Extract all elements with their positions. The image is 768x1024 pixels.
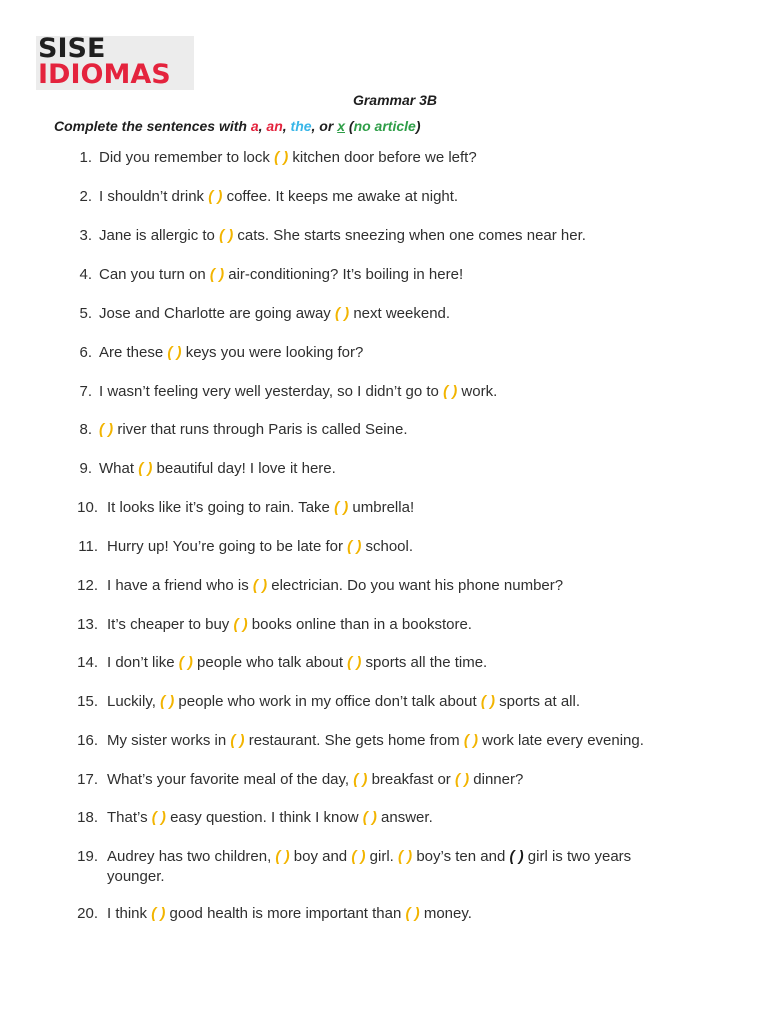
- answer-blank[interactable]: ( ): [347, 538, 362, 555]
- question-fragment: girl is two years: [523, 848, 632, 865]
- logo-text-sise: SISE: [38, 33, 106, 64]
- question-fragment: restaurant. She gets home from: [244, 732, 464, 749]
- question-fragment: money.: [419, 905, 472, 922]
- question-number: 19.: [77, 848, 98, 865]
- question-fragment: electrician. Do you want his phone number?: [267, 577, 564, 594]
- question-fragment: river that runs through Paris is called Seine.: [113, 421, 408, 438]
- question-fragment: school.: [361, 538, 414, 555]
- answer-blank[interactable]: ( ): [334, 499, 349, 516]
- question-fragment: answer.: [376, 809, 433, 826]
- question-text: [99, 187, 458, 207]
- answer-blank[interactable]: ( ): [209, 266, 225, 283]
- answer-blank[interactable]: ( ): [99, 421, 114, 438]
- question-fragment: Did you remember to lock: [99, 149, 275, 166]
- question-fragment: Jane is allergic to: [99, 227, 220, 244]
- question-fragment: Can you turn on: [99, 266, 210, 283]
- question-fragment: breakfast or: [367, 771, 455, 788]
- answer-blank[interactable]: ( ): [230, 732, 245, 749]
- question-fragment: girl.: [365, 848, 398, 865]
- question-fragment: coffee. It keeps me awake at night.: [222, 188, 459, 205]
- question-text: [99, 148, 477, 168]
- question-number: 9.: [79, 460, 92, 477]
- question-fragment: easy question. I think I know: [165, 809, 363, 826]
- question-text: [107, 576, 563, 596]
- question-fragment: Luckily,: [107, 693, 161, 710]
- question-fragment: umbrella!: [348, 499, 415, 516]
- answer-blank[interactable]: ( ): [275, 848, 290, 865]
- question-text: [107, 770, 523, 790]
- question-number: 8.: [79, 421, 92, 438]
- answer-blank[interactable]: ( ): [274, 149, 289, 166]
- question-fragment: Jose and Charlotte are going away: [99, 305, 335, 322]
- question-text: [99, 382, 497, 402]
- question-fragment: I think: [107, 905, 152, 922]
- question-number: 2.: [79, 188, 92, 205]
- question-fragment: Are these: [99, 344, 168, 361]
- answer-blank[interactable]: ( ): [219, 227, 234, 244]
- answer-blank[interactable]: ( ): [151, 809, 166, 826]
- question-fragment: I have a friend who is: [107, 577, 253, 594]
- answer-blank[interactable]: ( ): [178, 654, 193, 671]
- instruction-sep: ,: [258, 118, 267, 134]
- question-number: 14.: [77, 654, 98, 671]
- answer-blank[interactable]: ( ): [151, 905, 166, 922]
- answer-blank[interactable]: ( ): [252, 577, 268, 594]
- question-fragment: Audrey has two children,: [107, 848, 276, 865]
- question-number: 6.: [79, 344, 92, 361]
- question-number: 15.: [77, 693, 98, 710]
- question-text: [99, 459, 336, 479]
- answer-blank[interactable]: ( ): [405, 905, 420, 922]
- question-number: 7.: [79, 383, 92, 400]
- question-number: 5.: [79, 305, 92, 322]
- question-fragment: next weekend.: [349, 305, 451, 322]
- question-text: [99, 265, 463, 285]
- question-text: [99, 343, 363, 363]
- answer-blank[interactable]: ( ): [463, 732, 478, 749]
- answer-blank[interactable]: ( ): [138, 460, 153, 477]
- question-fragment: beautiful day! I love it here.: [152, 460, 336, 477]
- question-fragment: It’s cheaper to buy: [107, 616, 234, 633]
- answer-blank[interactable]: ( ): [454, 771, 470, 788]
- option-an: an: [266, 118, 283, 134]
- question-text: [107, 692, 580, 712]
- answer-blank[interactable]: ( ): [509, 848, 524, 865]
- question-fragment: It looks like it’s going to rain. Take: [107, 499, 335, 516]
- question-fragment: What: [99, 460, 139, 477]
- answer-blank[interactable]: ( ): [233, 616, 248, 633]
- answer-blank[interactable]: ( ): [443, 383, 458, 400]
- question-fragment: That’s: [107, 809, 152, 826]
- question-text: [107, 731, 644, 751]
- question-continuation: younger.: [107, 868, 165, 885]
- question-fragment: I wasn’t feeling very well yesterday, so I didn’t go to: [99, 383, 444, 400]
- question-text: [107, 537, 413, 557]
- option-a: a: [250, 118, 259, 134]
- worksheet-title: Grammar 3B: [352, 92, 438, 108]
- question-fragment: sports at all.: [494, 693, 581, 710]
- question-fragment: boy and: [289, 848, 352, 865]
- question-fragment: I don’t like: [107, 654, 179, 671]
- answer-blank[interactable]: ( ): [398, 848, 413, 865]
- question-number: 16.: [77, 732, 98, 749]
- question-number: 20.: [77, 905, 98, 922]
- question-number: 18.: [77, 809, 98, 826]
- question-fragment: keys you were looking for?: [181, 344, 364, 361]
- question-fragment: cats. She starts sneezing when one comes near her.: [233, 227, 586, 244]
- question-fragment: people who work in my office don’t talk about: [174, 693, 481, 710]
- question-fragment: What’s your favorite meal of the day,: [107, 771, 354, 788]
- question-fragment: work late every evening.: [477, 732, 644, 749]
- question-number: 13.: [77, 616, 98, 633]
- question-text: [99, 226, 586, 246]
- option-the: the: [290, 118, 312, 134]
- question-number: 12.: [77, 577, 98, 594]
- instruction-sep: (: [345, 118, 354, 134]
- question-text: [107, 808, 433, 828]
- option-no-article: no article: [353, 118, 416, 134]
- answer-blank[interactable]: ( ): [160, 693, 175, 710]
- answer-blank[interactable]: ( ): [208, 188, 223, 205]
- question-text: [99, 420, 407, 440]
- answer-blank[interactable]: ( ): [334, 305, 350, 322]
- question-text: [107, 847, 631, 887]
- question-number: 4.: [79, 266, 92, 283]
- question-fragment: work.: [457, 383, 498, 400]
- question-fragment: dinner?: [469, 771, 524, 788]
- answer-blank[interactable]: ( ): [351, 848, 366, 865]
- question-fragment: Hurry up! You’re going to be late for: [107, 538, 348, 555]
- answer-blank[interactable]: ( ): [347, 654, 362, 671]
- question-fragment: good health is more important than: [165, 905, 406, 922]
- option-x: x: [337, 118, 345, 134]
- question-fragment: My sister works in: [107, 732, 231, 749]
- question-fragment: air-conditioning? It’s boiling in here!: [224, 266, 464, 283]
- question-number: 3.: [79, 227, 92, 244]
- answer-blank[interactable]: ( ): [362, 809, 377, 826]
- question-number: 1.: [79, 149, 92, 166]
- question-fragment: books online than in a bookstore.: [247, 616, 472, 633]
- instruction-suffix: ): [415, 118, 421, 134]
- question-number: 11.: [78, 538, 98, 555]
- question-text: [107, 615, 472, 635]
- question-number: 10.: [77, 499, 98, 516]
- answer-blank[interactable]: ( ): [353, 771, 368, 788]
- instruction-sep: , or: [311, 118, 338, 134]
- sise-idiomas-logo: [36, 33, 194, 90]
- question-fragment: I shouldn’t drink: [99, 188, 209, 205]
- answer-blank[interactable]: ( ): [167, 344, 182, 361]
- question-fragment: sports all the time.: [361, 654, 488, 671]
- answer-blank[interactable]: ( ): [480, 693, 495, 710]
- question-fragment: kitchen door before we left?: [288, 149, 477, 166]
- question-fragment: people who talk about: [192, 654, 348, 671]
- question-text: [107, 904, 472, 924]
- worksheet-instruction: [54, 118, 420, 134]
- question-fragment: boy’s ten and: [412, 848, 510, 865]
- question-text: [99, 304, 450, 324]
- instruction-sep: ,: [282, 118, 291, 134]
- logo-text-idiomas: IDIOMAS: [38, 59, 171, 90]
- instruction-prefix: Complete the sentences with: [54, 118, 251, 134]
- question-text: [107, 498, 414, 518]
- question-text: [107, 653, 487, 673]
- question-number: 17.: [77, 771, 98, 788]
